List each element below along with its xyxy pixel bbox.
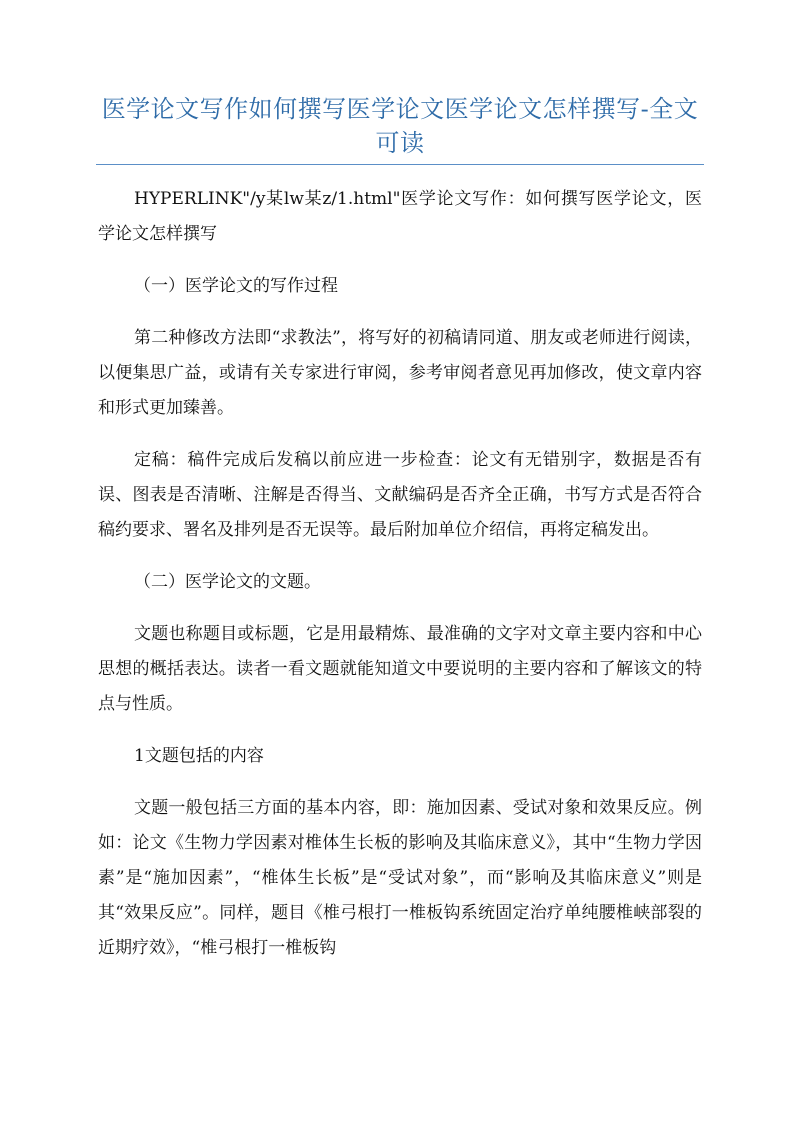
paragraph-title-definition: 文题也称题目或标题，它是用最精炼、最准确的文字对文章主要内容和中心思想的概括表达。读者一看文题就能知道文中要说明的主要内容和了解该文的特点与性质。 — [98, 624, 702, 714]
paragraph-revision-method: 第二种修改方法即“求教法”，将写好的初稿请同道、朋友或老师进行阅读，以便集思广益，或请有关专家进行审阅，参考审阅者意见再加修改，使文章内容和形式更加臻善。 — [98, 328, 702, 418]
paragraph-final-draft: 定稿：稿件完成后发稿以前应进一步检查：论文有无错别字，数据是否有误、图表是否清晰、注解是否得当、文献编码是否齐全正确，书写方式是否符合稿约要求、署名及排列是否无误等。最后附加单位介绍信，再将定稿发出。 — [98, 450, 702, 540]
section-heading-paper-title: （二）医学论文的文题。 — [134, 572, 321, 592]
paragraph-title-components: 文题一般包括三方面的基本内容，即：施加因素、受试对象和效果反应。例如：论文《生物力学因素对椎体生长板的影响及其临床意义》，其中“生物力学因素”是“施加因素”，“椎体生长板”是“受试对象”，而“影响及其临床意义”则是其“效果反应”。同样，题目《椎弓根打一椎板钩系统固定治疗单纯腰椎峡部裂的近期疗效》，“椎弓根打一椎板钩 — [98, 798, 702, 958]
title-divider — [96, 164, 704, 165]
document-title: 医学论文写作如何撰写医学论文医学论文怎样撰写-全文可读 — [101, 95, 699, 157]
document-body — [98, 182, 702, 983]
hyperlink-paragraph[interactable]: HYPERLINK"/y某lw某z/1.html"医学论文写作：如何撰写医学论文，医学论文怎样撰写 — [98, 189, 702, 244]
subsection-heading-title-content: 1文题包括的内容 — [134, 746, 264, 766]
section-heading-writing-process: （一）医学论文的写作过程 — [134, 276, 338, 296]
